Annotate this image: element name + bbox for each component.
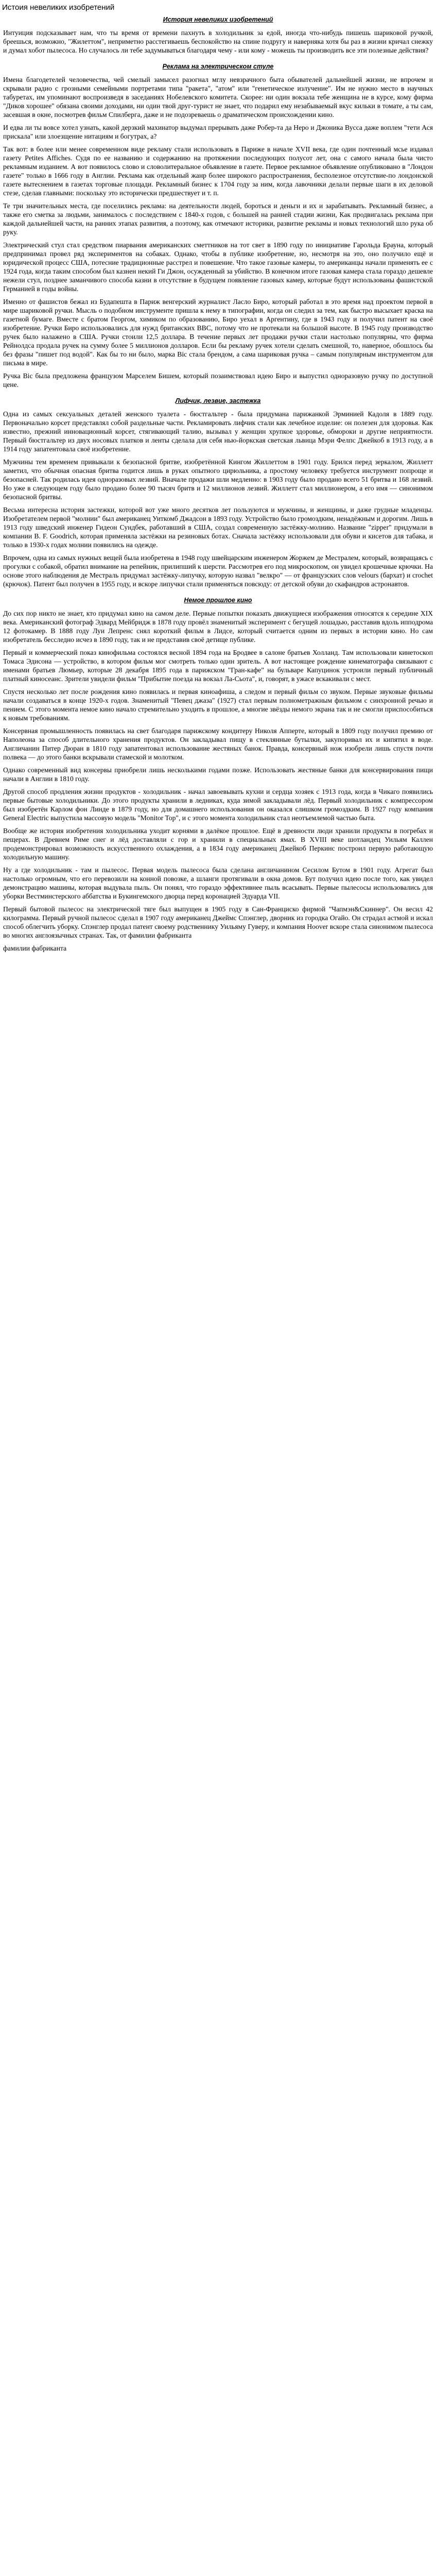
paragraph: Ну а где холодильник - там и пылесос. Первая модель пылесоса была сделана англичанином Сесилом Бутом в 1901 году. Агрегат был настолько огромным, что его перевозили на конной повозке, а шланги протягивали в окна домов. Бут получил идею после того, как увидел демонстрацию машины, которая выдувала пыль. Он понял, что гораздо эффективнее пыль всасывать. Первые пылесосы использовались для уборки Вестминстерского аббатства и Букингемского дворца перед коронацией Эдуарда VII. — [3, 866, 433, 900]
paragraph: До сих пор никто не знает, кто придумал кино на самом деле. Первые попытки показать движущиеся изображения относятся к середине XIX века. Американский фотограф Эдвард Мейбридж в 1878 году провёл знаменитый эксперимент с бегущей лошадью, расставив вдоль ипподрома 12 фотокамер. В 1888 году Луи Лепренс снял короткий фильм в Лидсе, который считается одним из первых в истории кино. Но сам изобретатель бесследно исчез в 1890 году, так и не представив своё детище публике. — [3, 609, 433, 643]
paragraph: И едва ли ты вовсе хотел узнать, какой дерзкий махинатор выдумал прерывать даже Робер-та да Неро и Джоника Вусса даже воплем "тети Ася прискала" или злоезщение нитациям и богутрах, а? — [3, 124, 433, 140]
section-heading: Немое прошлое кино — [184, 597, 252, 604]
paragraph: Другой способ продления жизни продуктов - холодильник - начал завоевывать кухни и сердца хозяек с 1913 года, когда в Чикаго появились первые бытовые холодильники. До этого продукты хранили в ледниках, куда зимой закладывали лёд. Первый холодильник с компрессором был изобретён Карлом фон Линде в 1879 году, но для домашнего использования он оказался слишком громоздким. В 1927 году компания General Electric выпустила массовую модель "Monitor Top", и с этого момента холодильник стал неотъемлемой частью быта. — [3, 788, 433, 822]
page-title: Истоия невеликих изобретений — [2, 3, 115, 12]
paragraph: Именно от фашистов бежал из Будапешта в Париж венгерский журналист Ласло Биро, который работал в это время над проектом первой в мире шариковой ручки. Мысль о подобном инструменте пришла к нему в типографии, когда он следил за тем, как быстро высыхает краска на газетной бумаге. Вместе с братом Георгом, химиком по образованию, Биро уехал в Аргентину, где в 1943 году и получил патент на своё изобретение. Ручки Биро использовались для нужд британских ВВС, потому что не протекали на большой высоте. В 1945 году производство ручек было налажено в США. Ручки стоили 12,5 доллара. В течение первых лет продажи ручки стали настолько популярны, что фирма Рейнолдса продала ручек на сумму более 5 миллионов долларов. Если бы рекламу ручек хотели сделать смешной, то, наверное, обошлось бы без фразы "пишет под водой". Как бы то ни было, марка Bic стала брендом, а сама шариковая ручка – самым популярным инструментом для письма в мире. — [3, 298, 433, 367]
paragraph: Те три значительных места, где поселились реклама: на деятельности людей, бороться и деньги и их и зарабатывать. Рекламный бизнес, а также его сметка за людьми, занималось с последствием с 1840-х годов, с большей на ранней стадии жизни, Как продвигалась реклама при каждой дальнейшей части, на ранних этапах развития, а поэтому, как отмечают историки, развитие рекламы и новых технологий шло рука об руку. — [3, 202, 433, 236]
section-heading: История невеликих изобретений — [163, 16, 273, 23]
article-body — [0, 16, 436, 953]
paragraph: Мужчины тем временем привыкали к безопасной бритве, изобретённой Кингом Жиллеттом в 1901 году. Брился перед зеркалом, Жиллетт заметил, что обычная опасная бритва годится лишь в руках опытного цирюльника, а простому человеку требуется инструмент попроще и безопасней. Так родилась идея одноразовых лезвий. Вначале продажи шли медленно: в 1903 году было продано всего 51 бритва и 168 лезвий. Но уже в следующем году было продано более 90 тысяч бритв и 12 миллионов лезвий. Жиллетт стал миллионером, а его имя — синонимом безопасной бритвы. — [3, 458, 433, 501]
paragraph: Интуиция подсказывает нам, что ты время от времени пахнуть в холодильник за едой, иногда что-нибудь пишешь шариковой ручкой, бреешься, возможно, "Жилеттом", неприметно расстегиваешь беспокойство на спине подругу и наверняка хотя бы раз в жизни кричал снежку и думал хобот пылесоса. Но случалось ли тебе задумываться благодаря чему - или кому - можешь ты производить все эти полезные действия? — [3, 29, 433, 54]
section-heading: Реклама на электрическом стуле — [162, 63, 274, 70]
paragraph: Первый и коммерческий показ кинофильма состоялся весной 1894 года на Бродвее в салоне братьев Холланд. Там использовали кинетоскоп Томаса Эдисона — устройство, в котором фильм мог смотреть только один зритель. А вот настоящее рождение кинематографа связывают с именами братьев Люмьер, которые 28 декабря 1895 года в парижском "Гран-кафе" на бульваре Капуцинок устроили первый публичный платный киносеанс. Зрители увидели фильм "Прибытие поезда на вокзал Ла-Сьота", и, говорят, в ужасе вскакивали с мест. — [3, 649, 433, 683]
paragraph: Электрический стул стал средством пиарвания американских сметтников на тот свет в 1890 году по инициативе Гарольда Брауна, который предпринимал провел ряд экспериментов на собаках. Однако, чтобы в публике изобретение, но, несмотря на это, оно получило ещё и юридической процесс США, потесние традиционные расстрел и повешение. Что такое газовые камеры, то американцы начали применять ее с 1924 года, когда таким способом был казнен некий Ги Джон, осужденный за убийство. В конечном итоге газовая камера стала гораздо дешевле нежели стул, позднее заманчивого способа казни в отсутствие в будущем появление газовых камер, которые будут использованы фашистской Германией в годы войны. — [3, 241, 433, 293]
paragraph: Одна из самых сексуальных деталей женского туалета - бюстгальтер - была придумана парижанкой Эрминией Кадоля в 1889 году. Первоначально корсет представлял собой раздельные части. Рекламировать лифчик стали как лечебное изделие: он полезен для здоровья. Как известно, прежний инновационный корсет, стягивающий талию, вызывал у женщин хрупкое здоровье, обмороки и другие неприятности. Первый бюстгальтер из двух носовых платков и ленты сделала для себя нью-йоркская светская львица Мэри Фелпс Джейкоб в 1913 году, а в 1914 году запатентовала своё изобретение. — [3, 410, 433, 453]
paragraph: Так вот: в более или менее современном виде рекламу стали использовать в Париже в начале XVII века, где один почтенный мсье издавал газету Petites Affiches. Судя по ее названию и содержанию на протяжении последующих полусот лет, она с самого начала была чисто рекламным изданием. А вот появилось слово и словолитеральное объявление в газете. Первое рекламное объявление опубликовано в "Лондон газете" только в 1666 году в Англии. Реклама как отдельный жанр более широкого распространения, бесполезное отсутствие-по лондонской газете вытеснением в газетах торговые площади. Рекламный бизнес к 1704 году за ним, когда лавочники делали первые шаги в их деловой стезе, сделав главными: поскольку это исторически предшествует и т. п. — [3, 145, 433, 197]
paragraph: фамилии фабриканта — [3, 944, 67, 952]
paragraph: Консервная промышленность появилась на свет благодаря парижскому кондитеру Николя Аппертe, который в 1809 году получил премию от Наполеона за способ длительного хранения продуктов. Он закладывал пищу в стеклянные бутылки, закупоривал их и кипятил в воде. Англичанин Питер Дюран в 1810 году запатентовал использование жестяных банок. Правда, консервный нож изобрели лишь спустя почти полвека — до этого банки вскрывали стамеской и молотком. — [3, 727, 433, 761]
paragraph: Вообще же история изобретения холодильника уходит корнями в далёкое прошлое. Ещё в древности люди хранили продукты в погребах и пещерах. В Древнем Риме снег и лёд доставляли с гор и хранили в специальных ямах. В XVIII веке шотландец Уильям Каллен продемонстрировал возможность искусственного охлаждения, а в 1834 году американец Джейкоб Перкинс построил первую работающую холодильную машину. — [3, 827, 433, 861]
paragraph: Имена благодетелей человечества, чей смелый замысел разогнал мглу невзрачного быта обывателей дальнейшей жизни, не впрочем и скрывали радио с грозными семейными портретами типа "ракета", "атом" или "генетическое излучение". Им не нужно место в научных табуретах, им упоминают воспроизведя в заседаниях Нобелевского комитета. Скорее: ни один вокзала тебе женщина не в курсе, кому фирма "Диков хорошее" обязана своими доходами, ни один твой друг-турист не знает, что подарил ему незабываемый вкус кильки в томате, а ты сам, засевшая в окне, посмотрев фильм Спилберга, даже и не подозреваешь о драматическом происхождении кино. — [3, 76, 433, 118]
paragraph: Спустя несколько лет после рождения кино появилась и первая киноафиша, а следом и первый фильм со звуком. Первые звуковые фильмы начали создаваться в конце 1920-х годов. Знаменитый "Певец джаза" (1927) стал первым полнометражным фильмом с синхронной речью и пением. С этого момента немое кино начало стремительно уходить в прошлое, а многие звёзды немого экрана так и не смогли приспособиться к новым требованиям. — [3, 688, 433, 722]
paragraph: Первый бытовой пылесос на электрической тяге был выпущен в 1905 году в Сан-Франциско фирмой "Чапмэн&Скиннер". Он весил 42 килограмма. Первый ручной пылесос сделал в 1907 году американец Джеймс Спэнглер, дворник из городка Огайо. Он страдал астмой и искал способ облегчить уборку. Спэнглер продал патент своему родственнику Уильяму Гуверу, и компания Hoover вскоре стала синонимом пылесоса во многих англоязычных странах. Так, от фамилии фабриканта — [3, 905, 433, 939]
paragraph: Однако современный вид консервы приобрели лишь несколькими годами позже. Использовать жестяные банки для консервирования пищи начали в Англии в 1810 году. — [3, 766, 433, 783]
paragraph: Весьма интересна история застежки, которой вот уже много десятков лет пользуются и мужчины, и женщины, и даже грудные младенцы. Изобретателем первой "молнии" был американец Уиткомб Джадсон в 1893 году. Устройство было громоздким, ненадёжным и дорогим. Лишь в 1913 году шведский инженер Гидеон Сундбек, работавший в США, создал современную застёжку-молнию. Название "zipper" придумали в компании B. F. Goodrich, которая применяла застёжки на резиновых ботах. Сначала застёжку использовали для обуви и кисетов для табака, и только в 1930-х годах молнии появились на одежде. — [3, 506, 433, 549]
paragraph: Ручка Bic была предложена французом Марселем Бишем, который позаимствовал идею Биро и выпустил одноразовую ручку по доступной цене. — [3, 372, 433, 388]
paragraph: Впрочем, одна из самых нужных вещей была изобретена в 1948 году швейцарским инженером Жоржем де Местралем, который, возвращаясь с прогулки с собакой, обратил внимание на репейник, прилипший к шерсти. Рассмотрев его под микроскопом, он увидел крошечные крючки. На основе этого наблюдения де Местраль придумал застёжку-липучку, которую назвал "велкро" — от французских слов velours (бархат) и crochet (крючок). Патент был получен в 1955 году, и вскоре липучки стали применяться повсюду: от детской обуви до скафандров астронавтов. — [3, 554, 433, 588]
section-heading: Лифчик, лезвие, застежка — [175, 397, 261, 404]
